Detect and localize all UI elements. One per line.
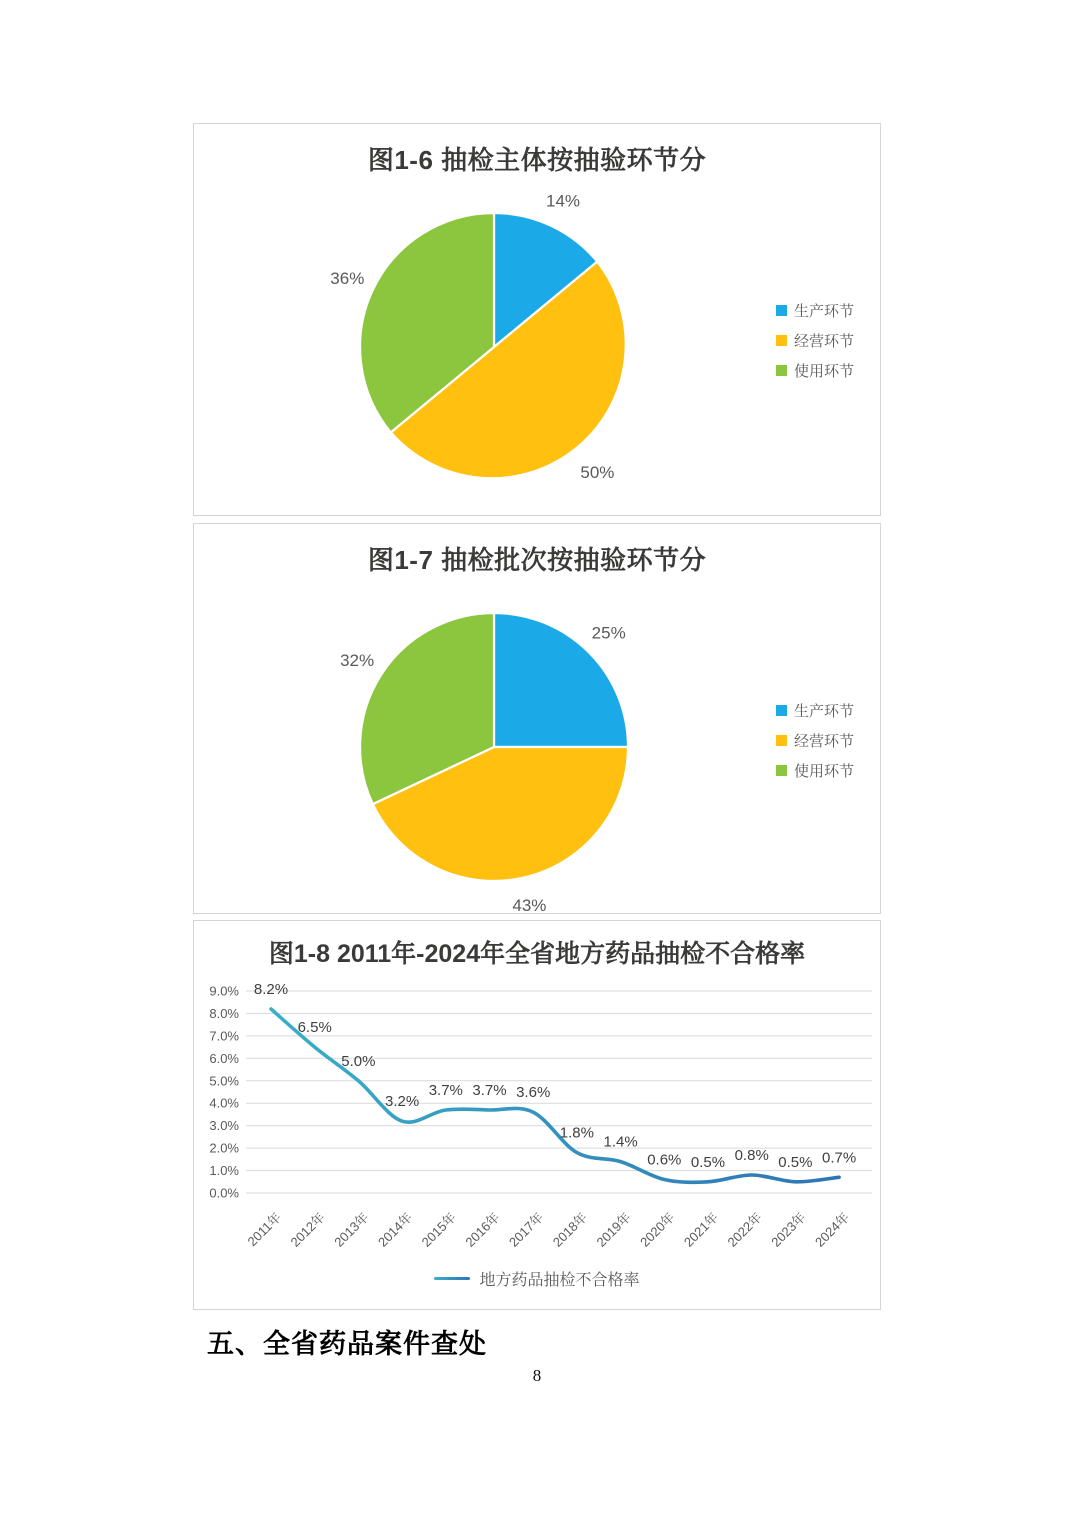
x-axis-tick-label: 2016年	[462, 1209, 503, 1250]
data-point-label: 5.0%	[341, 1052, 376, 1070]
chart-title-fig1-7: 图1-7 抽检批次按抽验环节分	[367, 545, 707, 575]
y-axis-tick-label: 7.0%	[209, 1028, 239, 1044]
legend-item-label: 经营环节	[794, 733, 855, 750]
data-point-label: 0.6%	[647, 1151, 682, 1169]
y-axis-tick-label: 9.0%	[209, 983, 239, 999]
data-point-label: 0.5%	[778, 1153, 813, 1171]
data-point-label: 0.8%	[734, 1147, 769, 1164]
chart-legend-fig1-8	[194, 1267, 880, 1290]
chart-legend-fig1-6	[776, 300, 854, 381]
x-axis-tick-label: 2020年	[637, 1209, 678, 1250]
data-point-label: 1.4%	[603, 1133, 638, 1151]
x-axis-tick-label: 2018年	[549, 1209, 591, 1250]
page-number: 8	[532, 1366, 542, 1385]
x-axis-tick-label: 2021年	[680, 1209, 722, 1250]
y-axis-tick-label: 5.0%	[209, 1073, 239, 1089]
chart-legend-fig1-7	[776, 700, 854, 781]
y-axis-tick-label: 1.0%	[209, 1163, 239, 1179]
legend-item	[776, 300, 854, 321]
y-axis-tick-label: 0.0%	[209, 1185, 239, 1201]
pie-slice-value-label: 50%	[580, 462, 615, 482]
x-axis-tick-label: 2013年	[331, 1209, 372, 1250]
data-point-label: 3.7%	[428, 1082, 463, 1099]
data-point-label: 0.5%	[690, 1153, 726, 1171]
legend-item	[776, 700, 854, 721]
chart-fig1-8	[193, 920, 881, 1310]
data-point-label: 0.7%	[821, 1149, 857, 1167]
pie-slice-value-label: 25%	[591, 623, 626, 643]
x-axis-tick-label: 2024年	[811, 1209, 853, 1250]
data-point-label: 8.2%	[253, 981, 289, 998]
x-axis-tick-label: 2012年	[287, 1209, 328, 1250]
chart-fig1-6	[193, 123, 881, 516]
pie-slice-value-label: 43%	[512, 896, 547, 912]
x-axis-tick-label: 2019年	[593, 1209, 634, 1250]
legend-line-sample-icon	[434, 1277, 470, 1281]
x-axis-tick-label: 2022年	[724, 1209, 765, 1250]
data-point-label: 3.2%	[384, 1093, 420, 1111]
x-axis-tick-label: 2011年	[244, 1209, 285, 1250]
section-heading: 五、全省药品案件查处	[207, 1329, 487, 1359]
legend-item	[776, 760, 854, 781]
legend-swatch-icon	[776, 705, 787, 716]
data-point-label: 1.8%	[559, 1124, 595, 1142]
data-point-label: 3.6%	[516, 1084, 551, 1102]
legend-item	[776, 730, 854, 751]
y-axis-tick-label: 4.0%	[209, 1095, 239, 1111]
chart-title-fig1-6: 图1-6 抽检主体按抽验环节分	[367, 145, 707, 175]
y-axis-tick-label: 8.0%	[209, 1005, 239, 1021]
legend-item	[776, 360, 854, 381]
legend-item-label: 使用环节	[794, 363, 855, 380]
legend-item-label: 地方药品抽检不合格率	[479, 1272, 640, 1289]
legend-swatch-icon	[776, 305, 787, 316]
data-point-label: 3.7%	[472, 1082, 507, 1099]
x-axis-tick-label: 2015年	[418, 1209, 459, 1250]
legend-item-label: 生产环节	[794, 703, 855, 720]
legend-swatch-icon	[776, 735, 787, 746]
pie-slice-value-label: 14%	[545, 191, 581, 211]
data-point-label: 6.5%	[297, 1019, 332, 1037]
pie-slice-value-label: 32%	[340, 651, 375, 671]
chart-fig1-7	[193, 523, 881, 914]
legend-swatch-icon	[776, 335, 787, 346]
y-axis-tick-label: 6.0%	[209, 1050, 239, 1066]
legend-item-label: 生产环节	[794, 303, 855, 320]
legend-item-label: 经营环节	[794, 333, 855, 350]
y-axis-tick-label: 2.0%	[209, 1140, 239, 1156]
x-axis-tick-label: 2017年	[506, 1209, 547, 1250]
legend-item	[776, 330, 854, 351]
chart-title-fig1-8: 图1-8 2011年-2024年全省地方药品抽检不合格率	[268, 940, 806, 968]
x-axis-tick-label: 2014年	[374, 1209, 416, 1250]
legend-item-label: 使用环节	[794, 763, 855, 780]
y-axis-tick-label: 3.0%	[209, 1118, 239, 1134]
legend-swatch-icon	[776, 365, 787, 376]
legend-swatch-icon	[776, 765, 787, 776]
line-chart-fig1-8	[194, 921, 882, 1311]
x-axis-tick-label: 2023年	[768, 1209, 809, 1250]
pie-slice-value-label: 36%	[330, 269, 365, 288]
